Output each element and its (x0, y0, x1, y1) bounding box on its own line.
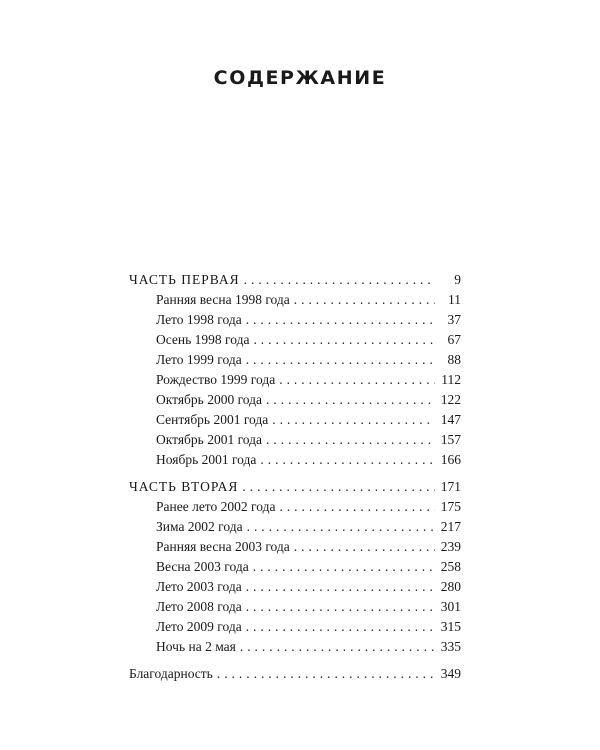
toc-entry[interactable] (129, 430, 461, 450)
toc-entry-title: Ноябрь 2001 года (156, 452, 257, 467)
toc-entry-page: 88 (447, 352, 461, 367)
toc-entry-page: 9 (454, 272, 461, 287)
toc-entry-title: Весна 2003 года (156, 559, 249, 574)
toc-entry[interactable] (129, 497, 461, 517)
table-of-contents (129, 270, 461, 684)
section-gap (129, 657, 461, 664)
section-gap (129, 470, 461, 477)
dot-leader (294, 537, 435, 557)
dot-leader (253, 330, 435, 350)
toc-entry-page: 112 (441, 372, 461, 387)
toc-entry-title: Ночь на 2 мая (156, 639, 236, 654)
toc-entry-part-one[interactable] (129, 270, 461, 290)
toc-entry[interactable] (129, 577, 461, 597)
dot-leader (242, 477, 435, 497)
toc-entry-title: Лето 1998 года (156, 312, 242, 327)
toc-entry-page: 37 (447, 312, 461, 327)
toc-entry-title: Лето 2008 года (156, 599, 242, 614)
dot-leader (247, 517, 435, 537)
toc-entry[interactable] (129, 310, 461, 330)
toc-entry-title: Ранняя весна 1998 года (156, 292, 290, 307)
toc-entry-title: Октябрь 2000 года (156, 392, 263, 407)
toc-entry-page: 315 (440, 619, 461, 634)
toc-entry[interactable] (129, 517, 461, 537)
toc-entry-title: Ранее лето 2002 года (156, 499, 276, 514)
toc-entry-page: 147 (440, 412, 461, 427)
toc-entry[interactable] (129, 537, 461, 557)
toc-entry-page: 175 (440, 499, 461, 514)
toc-entry[interactable] (129, 370, 461, 390)
toc-entry-page: 258 (440, 559, 461, 574)
toc-entry-page: 280 (440, 579, 461, 594)
toc-entry-page: 335 (440, 639, 461, 654)
toc-entry-page: 349 (440, 666, 461, 681)
toc-entry-page: 157 (440, 432, 461, 447)
dot-leader (244, 270, 435, 290)
toc-entry[interactable] (129, 637, 461, 657)
toc-entry-title: Рождество 1999 года (156, 372, 276, 387)
toc-entry[interactable] (129, 390, 461, 410)
dot-leader (217, 664, 435, 684)
dot-leader (279, 370, 435, 390)
dot-leader (272, 410, 435, 430)
dot-leader (266, 390, 435, 410)
toc-entry[interactable] (129, 597, 461, 617)
dot-leader (266, 430, 435, 450)
dot-leader (294, 290, 435, 310)
toc-entry-title: Лето 2009 года (156, 619, 242, 634)
toc-entry[interactable] (129, 330, 461, 350)
toc-entry[interactable] (129, 557, 461, 577)
toc-entry-page: 166 (440, 452, 461, 467)
dot-leader (246, 350, 435, 370)
dot-leader (246, 310, 435, 330)
toc-entry-title: ЧАСТЬ ВТОРАЯ (129, 479, 239, 494)
toc-entry-title: Зима 2002 года (156, 519, 243, 534)
toc-entry[interactable] (129, 617, 461, 637)
dot-leader (240, 637, 435, 657)
dot-leader (246, 597, 435, 617)
toc-entry[interactable] (129, 290, 461, 310)
dot-leader (253, 557, 435, 577)
toc-entry-page: 171 (440, 479, 461, 494)
toc-entry-page: 301 (440, 599, 461, 614)
page-title: СОДЕРЖАНИЕ (213, 67, 387, 89)
toc-entry-acknowledgements[interactable] (129, 664, 461, 684)
toc-entry-title: Ранняя весна 2003 года (156, 539, 290, 554)
toc-entry-page: 122 (440, 392, 461, 407)
toc-entry-page: 11 (448, 292, 461, 307)
toc-entry-title: Лето 2003 года (156, 579, 242, 594)
toc-entry-part-two[interactable] (129, 477, 461, 497)
toc-entry-title: Осень 1998 года (156, 332, 250, 347)
toc-entry-title: ЧАСТЬ ПЕРВАЯ (129, 272, 240, 287)
toc-entry-title: Сентябрь 2001 года (156, 412, 269, 427)
toc-entry[interactable] (129, 410, 461, 430)
toc-entry-title: Октябрь 2001 года (156, 432, 263, 447)
dot-leader (279, 497, 435, 517)
toc-entry-page: 67 (447, 332, 461, 347)
toc-entry-title: Лето 1999 года (156, 352, 242, 367)
toc-entry-page: 239 (440, 539, 461, 554)
toc-entry-page: 217 (440, 519, 461, 534)
dot-leader (260, 450, 435, 470)
toc-entry[interactable] (129, 450, 461, 470)
dot-leader (246, 577, 435, 597)
toc-entry[interactable] (129, 350, 461, 370)
dot-leader (246, 617, 435, 637)
toc-entry-title: Благодарность (129, 666, 213, 681)
